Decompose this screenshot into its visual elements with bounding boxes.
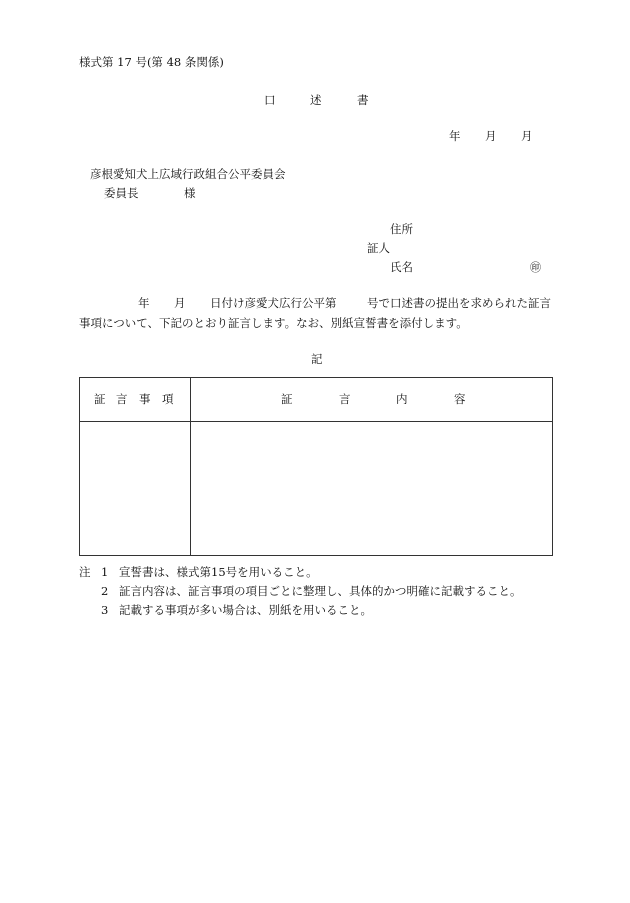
- title-char: 述: [310, 93, 322, 107]
- body-statement-line: 事項について、下記のとおり証言します。なお、別紙宣誓書を添付します。: [79, 316, 468, 330]
- ki-heading: 記: [311, 352, 323, 366]
- seal-mark: ㊞: [530, 261, 541, 274]
- note-number: 2: [101, 584, 109, 598]
- date-day-label: 月: [521, 129, 533, 143]
- addressee-honorific: 様: [184, 186, 196, 200]
- header-char: 証: [281, 392, 293, 406]
- addressee-organization: 彦根愛知犬上広域行政組合公平委員会: [90, 167, 286, 181]
- witness-name-label: 氏名: [390, 260, 413, 274]
- note-number: 3: [101, 603, 109, 617]
- body-month-label: 月: [174, 296, 186, 310]
- body-year-label: 年: [138, 296, 150, 310]
- form-number: 様式第 17 号(第 48 条関係): [79, 55, 224, 69]
- title-char: 口: [264, 93, 276, 107]
- header-char: 内: [396, 392, 408, 406]
- header-char: 項: [162, 392, 174, 406]
- addressee-role: 委員長: [104, 186, 139, 200]
- table-row: [80, 422, 553, 556]
- note-text: 宣誓書は、様式第15号を用いること。: [119, 565, 318, 579]
- testimony-matters-header: [80, 378, 191, 422]
- addressee-line: [104, 186, 196, 200]
- title-char: 書: [357, 93, 369, 107]
- header-char: 事: [139, 392, 151, 406]
- note-text: 記載する事項が多い場合は、別紙を用いること。: [119, 603, 372, 617]
- date-year-label: 年: [449, 129, 461, 143]
- note-text: 証言内容は、証言事項の項目ごとに整理し、具体的かつ明確に記載すること。: [119, 584, 522, 598]
- header-char: 言: [116, 392, 128, 406]
- body-request-text: 号で口述書の提出を求められた証言: [367, 296, 551, 310]
- header-char: 言: [339, 392, 351, 406]
- testimony-table: [79, 377, 553, 556]
- testimony-content-header: [191, 378, 553, 422]
- testimony-content-cell[interactable]: [191, 422, 553, 556]
- header-char: 証: [94, 392, 106, 406]
- witness-label: 証人: [367, 241, 390, 255]
- table-header-row: [80, 378, 553, 422]
- testimony-matters-cell[interactable]: [80, 422, 191, 556]
- body-reference-text: 日付け彦愛犬広行公平第: [210, 296, 337, 310]
- date-month-label: 月: [485, 129, 497, 143]
- notes-prefix: 注: [79, 565, 91, 579]
- witness-address-label: 住所: [390, 222, 413, 236]
- note-number: 1: [101, 565, 109, 579]
- header-char: 容: [454, 392, 466, 406]
